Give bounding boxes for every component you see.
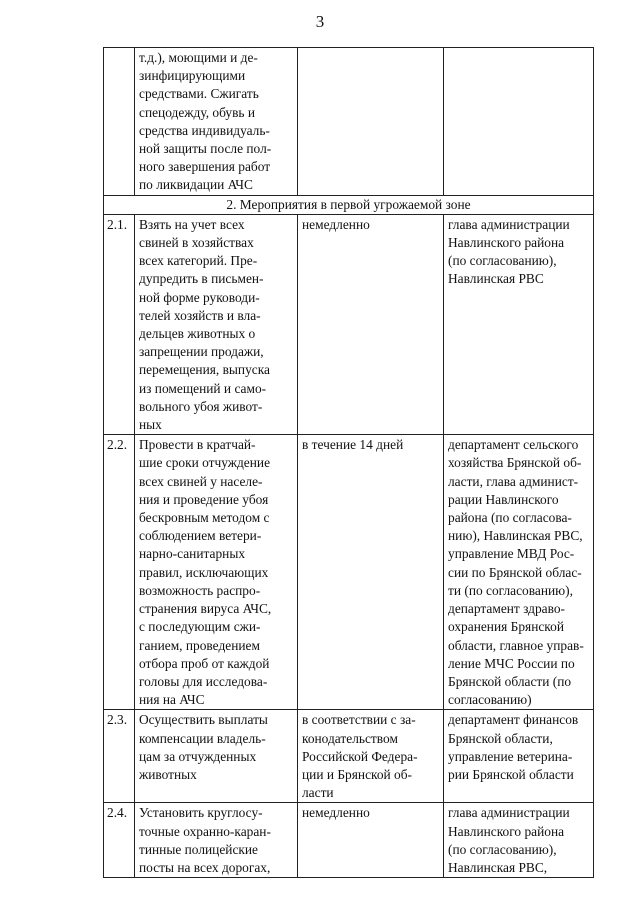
action-cell: Провести в кратчай- шие сроки отчуждение всех свиней у населе- ния и проведение убоя бескровным методом с соблюдением ветери- нарно-санитарных правил, исключающих возможность распро- странения вируса АЧС, с последующим сжи- ганием, проведением отбора проб от каждой головы для исследова- ния на АЧС [135,435,298,710]
term-cell [298,48,444,196]
row-number-cell: 2.1. [104,214,135,434]
action-cell: Взять на учет всех свиней в хозяйствах всех категорий. Пре- дупредить в письмен- ной форме руководи- телей хозяйств и вла- дельцев животных о запрещении продажи, перемещения, выпуска из помещений и само- вольного убоя живот- ных [135,214,298,434]
table-row [104,710,594,803]
responsible-cell: департамент финансов Брянской области, управление ветерина- рии Брянской области [444,710,594,803]
section-header-row [104,195,594,214]
table-row [104,214,594,434]
table-row [104,803,594,878]
action-cell: Установить круглосу- точные охранно-каран- тинные полицейские посты на всех дорогах, [135,803,298,878]
term-cell: немедленно [298,214,444,434]
responsible-cell: глава администрации Навлинского района (по согласованию), Навлинская РВС, [444,803,594,878]
term-cell: в течение 14 дней [298,435,444,710]
row-number-cell: 2.3. [104,710,135,803]
table-row [104,48,594,196]
action-cell: Осуществить выплаты компенсации владель- цам за отчужденных животных [135,710,298,803]
measures-table [103,47,594,878]
term-cell: в соответствии с за- конодательством Российской Федера- ции и Брянской об- ласти [298,710,444,803]
responsible-cell [444,48,594,196]
action-cell: т.д.), моющими и де- зинфицирующими средствами. Сжигать спецодежду, обувь и средства индивидуаль- ной защиты после пол- ного завершения работ по ликвидации АЧС [135,48,298,196]
responsible-cell: департамент сельского хозяйства Брянской об- ласти, глава админист- рации Навлинского района (по согласова- нию), Навлинская РВС, управление МВД Рос- сии по Брянской облас- ти (по согласованию), департамент здраво- охранения Брянской области, главное управ- ление МЧС России по Брянской области (по согласованию) [444,435,594,710]
page-number: 3 [315,12,325,31]
section-title: 2. Мероприятия в первой угрожаемой зоне [104,195,594,214]
table-row [104,435,594,710]
responsible-cell: глава администрации Навлинского района (по согласованию), Навлинская РВС [444,214,594,434]
term-cell: немедленно [298,803,444,878]
row-number-cell [104,48,135,196]
row-number-cell: 2.4. [104,803,135,878]
row-number-cell: 2.2. [104,435,135,710]
